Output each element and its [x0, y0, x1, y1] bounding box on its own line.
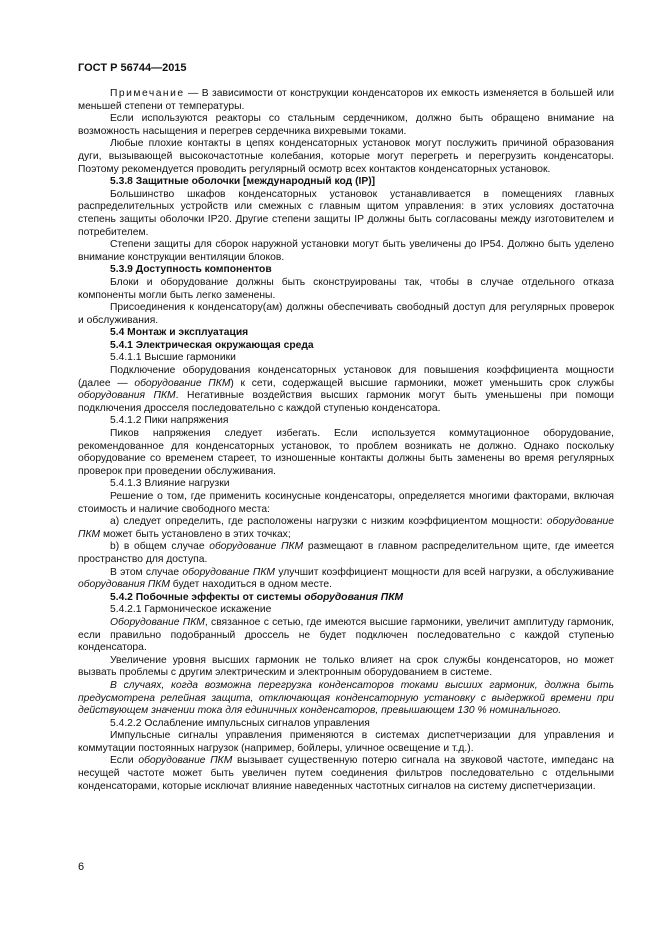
body-paragraph	[78, 415, 614, 428]
text-segment: ) к сети, содержащей высшие гармоники, может уменьшить срок службы	[230, 377, 614, 389]
body-paragraph	[78, 277, 614, 302]
section-heading	[78, 264, 614, 277]
text-segment: Если	[110, 755, 139, 767]
body-paragraph	[78, 113, 614, 138]
text-segment: может быть установлено в этих точках;	[100, 528, 291, 540]
page-number: 6	[78, 861, 85, 873]
text-segment: b) в общем случае	[110, 541, 210, 553]
text-segment: . Негативные воздействия высших гармоник могут быть уменьшены при помощи подключения дросселя последовательно с каждой ступенью конденсатора.	[78, 390, 614, 414]
italic-term: оборудования ПКМ	[304, 591, 404, 603]
text-segment: Пиков напряжения следует избегать. Если используется коммутационное оборудование, рекомендованное для конденсаторных установок, то проблем возникать не должно. Однако поскольку оборудование со временем стареет, то изношенные контакты должны быть заменены во время регулярных проверок при проведении обслуживания.	[78, 428, 614, 477]
text-segment: 5.3.8 Защитные оболочки [международный код (IP)]	[110, 176, 376, 188]
text-segment: вызывает существенную потерю сигнала на звуковой частоте, импеданс на несущей частоте может быть увеличен путем соединения фильтров последовательно с отдельными конденсаторами, которые исключат влияние наведенных частотных сигналов на систему диспетчеризации.	[78, 755, 614, 792]
section-heading	[78, 176, 614, 189]
note-label: Примечание	[110, 88, 185, 99]
italic-term: оборудование ПКМ	[134, 377, 231, 389]
text-segment: улучшит коэффициент мощности для всей нагрузки, а обслуживание	[275, 566, 614, 578]
body-paragraph	[78, 541, 614, 566]
body-paragraph	[78, 352, 614, 365]
text-segment: В этом случае	[110, 566, 183, 578]
body-paragraph	[78, 491, 614, 516]
body-paragraph	[78, 478, 614, 491]
text-segment: будет находиться в одном месте.	[169, 579, 332, 591]
body-paragraph	[78, 718, 614, 731]
body-paragraph	[78, 730, 614, 755]
document-header: ГОСТ Р 56744—2015	[78, 62, 187, 74]
body-paragraph	[78, 302, 614, 327]
body-paragraph	[78, 617, 614, 655]
text-segment: размещают в главном распределительном щите, где имеется пространство для доступа.	[78, 541, 614, 565]
text-segment: 5.4 Монтаж и эксплуатация	[110, 327, 249, 339]
section-heading	[78, 327, 614, 340]
italic-term: Оборудование ПКМ	[110, 616, 205, 628]
section-heading	[78, 340, 614, 353]
italic-term: оборудования ПКМ	[78, 579, 170, 591]
text-segment: Присоединения к конденсатору(ам) должны обеспечивать свободный доступ для регулярных проверок и обслуживания.	[78, 302, 614, 326]
text-segment: В случаях, когда возможна перегрузка конденсаторов токами высших гармоник, должна быть предусмотрена релейная защита, отключающая конденсаторную установку с выдержкой времени при действующем значении тока для единичных конденсаторов, превышающем 130 % номинального.	[78, 679, 614, 717]
italic-term: оборудование ПКМ	[182, 566, 276, 578]
body-paragraph	[78, 655, 614, 680]
document-body	[78, 88, 614, 793]
body-paragraph	[78, 755, 614, 793]
note-paragraph	[78, 88, 614, 113]
text-segment: 5.3.9 Доступность компонентов	[110, 264, 272, 276]
italic-term: оборудование ПКМ	[209, 541, 304, 553]
text-segment: 5.4.1.2 Пики напряжения	[110, 415, 229, 427]
text-segment: 5.4.2.1 Гармоническое искажение	[110, 604, 272, 616]
text-segment: Большинство шкафов конденсаторных установок устанавливается в помещениях главных распределительных устройств или смежных с главным щитом управления: в этих условиях достаточна степень защиты оболочки IP20. Другие степени защиты IP должны быть согласованы между изготовителем и потребителем.	[78, 188, 614, 238]
body-paragraph	[78, 138, 614, 176]
italic-term: оборудования ПКМ	[78, 390, 176, 402]
text-segment: Импульсные сигналы управления применяются в системах диспетчеризации для управления и коммутации постоянных нагрузок (например, бойлеры, уличное освещение и т.д.).	[78, 730, 614, 754]
text-segment: Степени защиты для сборок наружной установки могут быть увеличены до IP54. Должно быть уделено внимание конструкции вентиляции блоков.	[78, 239, 614, 263]
body-paragraph	[78, 189, 614, 239]
italic-term: оборудование ПКМ	[78, 516, 614, 540]
section-heading	[78, 592, 614, 605]
text-segment: Блоки и оборудование должны быть сконструированы так, чтобы в случае отдельного отказа компоненты могли быть легко заменены.	[78, 276, 614, 301]
text-segment: a) следует определить, где расположены нагрузки с низким коэффициентом мощности:	[110, 516, 547, 528]
body-paragraph	[78, 604, 614, 617]
text-segment: Любые плохие контакты в цепях конденсаторных установок могут послужить причиной образования дуги, вызывающей высокочастотные колебания, которые могут перегреть и перегрузить конденсаторы. Поэтому рекомендуется проводить регулярный осмотр всех контактов конденсаторных установок.	[78, 138, 614, 175]
text-segment: Увеличение уровня высших гармоник не только влияет на срок службы конденсаторов, но может вызвать проблемы с другим электрическим и электронным оборудованием в системе.	[78, 654, 614, 679]
text-segment: Подключение оборудования конденсаторных установок для повышения коэффициента мощности (далее —	[78, 365, 614, 389]
italic-term: оборудование ПКМ	[138, 755, 233, 767]
text-segment: Если используются реакторы со стальным сердечником, должно быть обращено внимание на возможность насыщения и перегрев сердечника вихревыми токами.	[78, 113, 614, 137]
text-segment: 5.4.2 Побочные эффекты от системы	[110, 591, 305, 603]
body-paragraph	[78, 680, 614, 718]
text-segment: 5.4.1 Электрическая окружающая среда	[110, 339, 314, 351]
text-segment: 5.4.1.3 Влияние нагрузки	[110, 478, 230, 490]
note-text: — В зависимости от конструкции конденсаторов их емкость изменяется в большей или меньшей степени от температуры.	[78, 88, 614, 112]
body-paragraph	[78, 428, 614, 478]
text-segment: , связанное с сетью, где имеются высшие гармоники, увеличит амплитуду гармоник, если правильно подобранный дроссель не будет подключен последовательно с каждой ступенью конденсатора.	[78, 616, 614, 654]
text-segment: Решение о том, где применить косинусные конденсаторы, определяется многими факторами, включая стоимость и наличие свободного места:	[78, 491, 614, 515]
body-paragraph	[78, 239, 614, 264]
body-paragraph	[78, 567, 614, 592]
body-paragraph	[78, 516, 614, 541]
text-segment: 5.4.2.2 Ослабление импульсных сигналов управления	[110, 717, 370, 729]
body-paragraph	[78, 365, 614, 415]
text-segment: 5.4.1.1 Высшие гармоники	[110, 352, 236, 364]
